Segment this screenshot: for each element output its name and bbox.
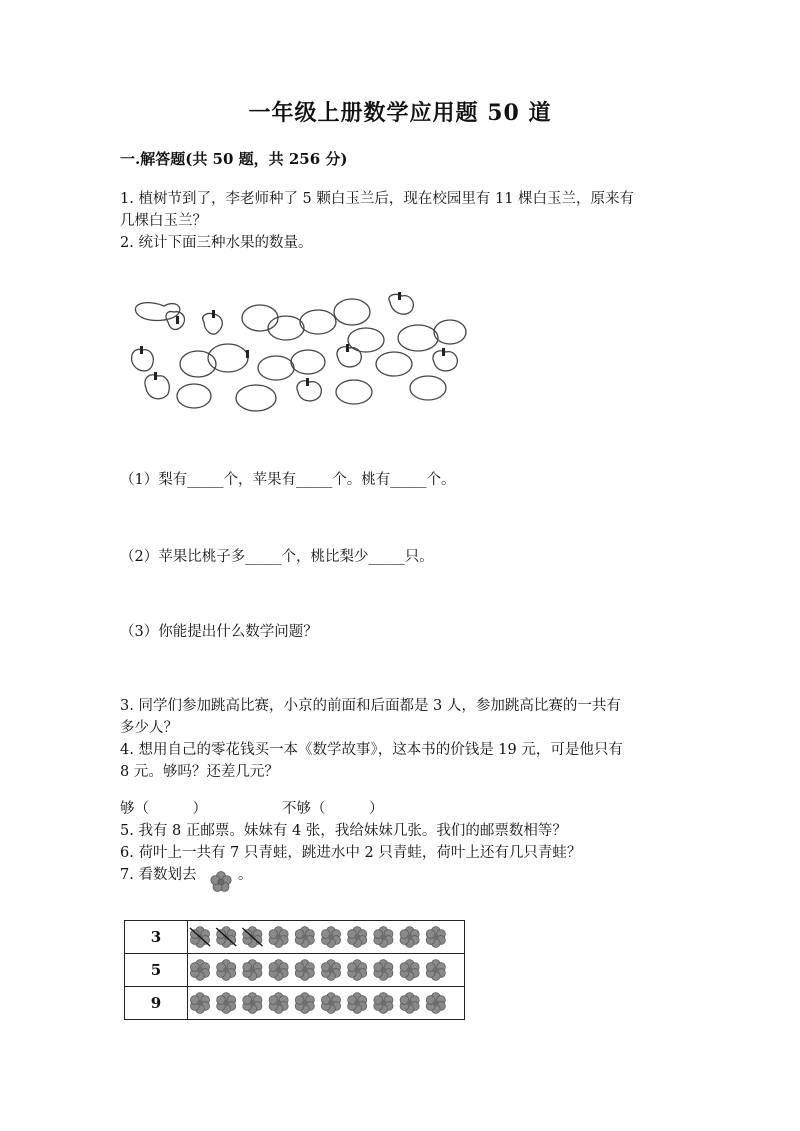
- flower-icon: [426, 927, 445, 948]
- flower-icon: [321, 960, 340, 981]
- question-2-sub-2: （2）苹果比桃子多_____个，桃比梨少_____只。: [120, 549, 434, 565]
- flower-icon: [190, 960, 209, 981]
- table-row: [125, 954, 465, 987]
- flower-icon: [374, 960, 393, 981]
- page-title: 一年级上册数学应用题 50 道: [248, 100, 552, 126]
- flower-cell: [188, 987, 465, 1020]
- question-2-stem: 2. 统计下面三种水果的数量。: [120, 235, 313, 251]
- table-row: [125, 987, 465, 1020]
- flower-icon: [321, 993, 340, 1014]
- question-7-prefix: 7. 看数划去: [120, 867, 197, 883]
- flower-icon: [426, 960, 445, 981]
- question-7-suffix: 。: [238, 867, 253, 883]
- pear-icon: [145, 375, 169, 399]
- pear-icon: [297, 381, 321, 401]
- question-1-line-2: 几棵白玉兰？: [120, 213, 207, 229]
- flower-icon: [217, 993, 236, 1014]
- flower-icon: [374, 993, 393, 1014]
- flower-icon: [400, 960, 419, 981]
- flower-icon: [242, 927, 262, 948]
- flower-icon: [295, 960, 314, 981]
- pear-icon: [166, 312, 184, 330]
- row-number: 3: [125, 921, 188, 954]
- flower-icon: [243, 993, 262, 1014]
- question-5: 5. 我有 8 正邮票。妹妹有 4 张，我给妹妹几张。我们的邮票数相等？: [120, 823, 567, 839]
- flower-icon: [243, 960, 262, 981]
- flower-row: [188, 921, 464, 953]
- flower-icon: [295, 927, 314, 948]
- question-4-line-1: 4. 想用自己的零花钱买一本《数学故事》，这本书的价钱是 19 元，可是他只有: [120, 742, 623, 758]
- flower-icon: [400, 927, 419, 948]
- flower-icon: [400, 993, 419, 1014]
- flower-icon: [210, 871, 232, 893]
- flower-icon: [269, 927, 288, 948]
- question-3-line-2: 多少人？: [120, 720, 178, 736]
- question-6: 6. 荷叶上一共有 7 只青蛙，跳进水中 2 只青蛙，荷叶上还有几只青蛙？: [120, 845, 582, 861]
- flower-count-table: [124, 920, 465, 1020]
- flower-icon: [190, 993, 209, 1014]
- fruit-picture: [128, 292, 480, 418]
- table-row: [125, 921, 465, 954]
- flower-icon: [321, 927, 340, 948]
- flower-icon: [190, 927, 210, 948]
- section-heading: 一.解答题(共 50 题，共 256 分): [120, 150, 348, 168]
- flower-icon: [348, 960, 367, 981]
- flower-icon: [269, 993, 288, 1014]
- question-2-sub-3: （3）你能提出什么数学问题？: [120, 624, 318, 640]
- answer-not-enough: 不够（ ）: [282, 801, 384, 817]
- pear-icon: [389, 294, 413, 314]
- flower-icon: [269, 960, 288, 981]
- row-number: 5: [125, 954, 188, 987]
- question-3-line-1: 3. 同学们参加跳高比赛，小京的前面和后面都是 3 人，参加跳高比赛的一共有: [120, 698, 621, 714]
- question-4-line-2: 8 元。够吗？还差几元？: [120, 764, 279, 780]
- question-1-line-1: 1. 植树节到了，李老师种了 5 颗白玉兰后，现在校园里有 11 棵白玉兰，原来有: [120, 191, 635, 207]
- question-2-sub-1: （1）梨有_____个，苹果有_____个。桃有_____个。: [120, 472, 456, 488]
- answer-enough: 够（ ）: [120, 801, 207, 817]
- flower-icon: [374, 927, 393, 948]
- flower-row: [188, 987, 464, 1019]
- flower-icon: [348, 993, 367, 1014]
- row-number: 9: [125, 987, 188, 1020]
- pear-icon: [337, 347, 361, 367]
- flower-icon: [217, 960, 236, 981]
- pear-icon: [433, 351, 457, 371]
- flower-row: [188, 954, 464, 986]
- flower-icon: [348, 927, 367, 948]
- flower-icon: [426, 993, 445, 1014]
- flower-cell: [188, 954, 465, 987]
- flower-icon: [295, 993, 314, 1014]
- flower-cell: [188, 921, 465, 954]
- flower-icon: [216, 927, 236, 948]
